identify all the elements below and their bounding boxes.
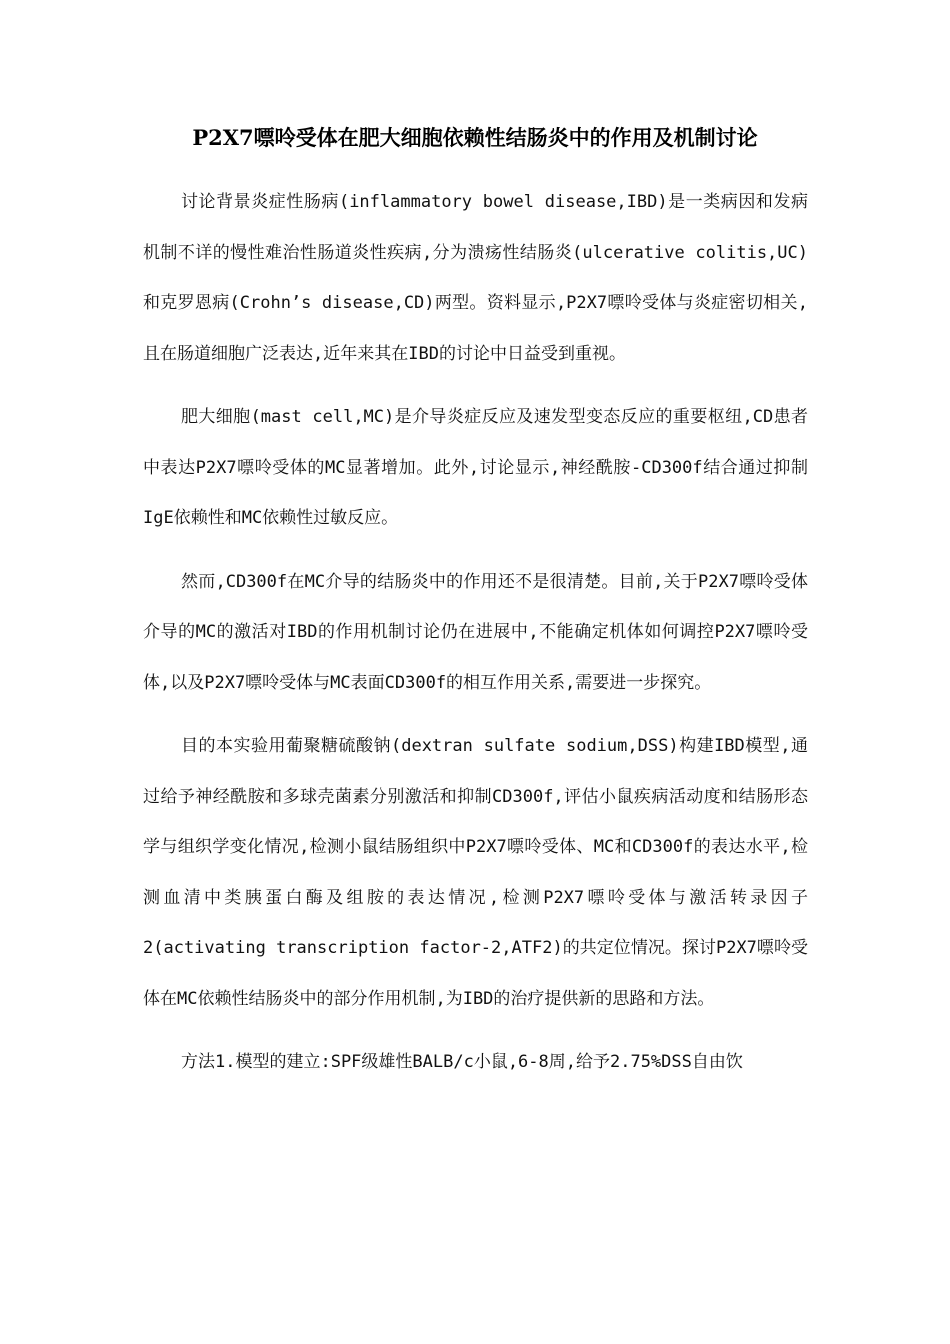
paragraph-methods: 方法1.模型的建立:SPF级雄性BALB/c小鼠,6-8周,给予2.75%DSS自由饮: [181, 1052, 743, 1072]
paragraph-objective: 目的本实验用葡聚糖硫酸钠(dextran sulfate sodium,DSS)构建IBD模型,通过给予神经酰胺和多球壳菌素分别激活和抑制CD300f,评估小鼠疾病活动度和结肠形态学与组织学变化情况,检测小鼠结肠组织中P2X7嘌呤受体、MC和CD300f的表达水平,检测血清中类胰蛋白酶及组胺的表达情况,检测P2X7嘌呤受体与激活转录因子2(activating transcription factor-2,ATF2)的共定位情况。探讨P2X7嘌呤受体在MC依赖性结肠炎中的部分作用机制,为IBD的治疗提供新的思路和方法。: [143, 736, 808, 1009]
document-title: P2X7嘌呤受体在肥大细胞依赖性结肠炎中的作用及机制讨论: [192, 125, 758, 150]
document-body: [143, 177, 808, 1088]
paragraph-mast-cell: 肥大细胞(mast cell,MC)是介导炎症反应及速发型变态反应的重要枢纽,CD患者中表达P2X7嘌呤受体的MC显著增加。此外,讨论显示,神经酰胺-CD300f结合通过抑制IgE依赖性和MC依赖性过敏反应。: [143, 407, 808, 528]
paragraph-background: 讨论背景炎症性肠病(inflammatory bowel disease,IBD)是一类病因和发病机制不详的慢性难治性肠道炎性疾病,分为溃疡性结肠炎(ulcerative colitis,UC)和克罗恩病(Crohn’s disease,CD)两型。资料显示,P2X7嘌呤受体与炎症密切相关,且在肠道细胞广泛表达,近年来其在IBD的讨论中日益受到重视。: [143, 192, 808, 364]
paragraph-cd300f: 然而,CD300f在MC介导的结肠炎中的作用还不是很清楚。目前,关于P2X7嘌呤受体介导的MC的激活对IBD的作用机制讨论仍在进展中,不能确定机体如何调控P2X7嘌呤受体,以及P2X7嘌呤受体与MC表面CD300f的相互作用关系,需要进一步探究。: [143, 571, 808, 693]
